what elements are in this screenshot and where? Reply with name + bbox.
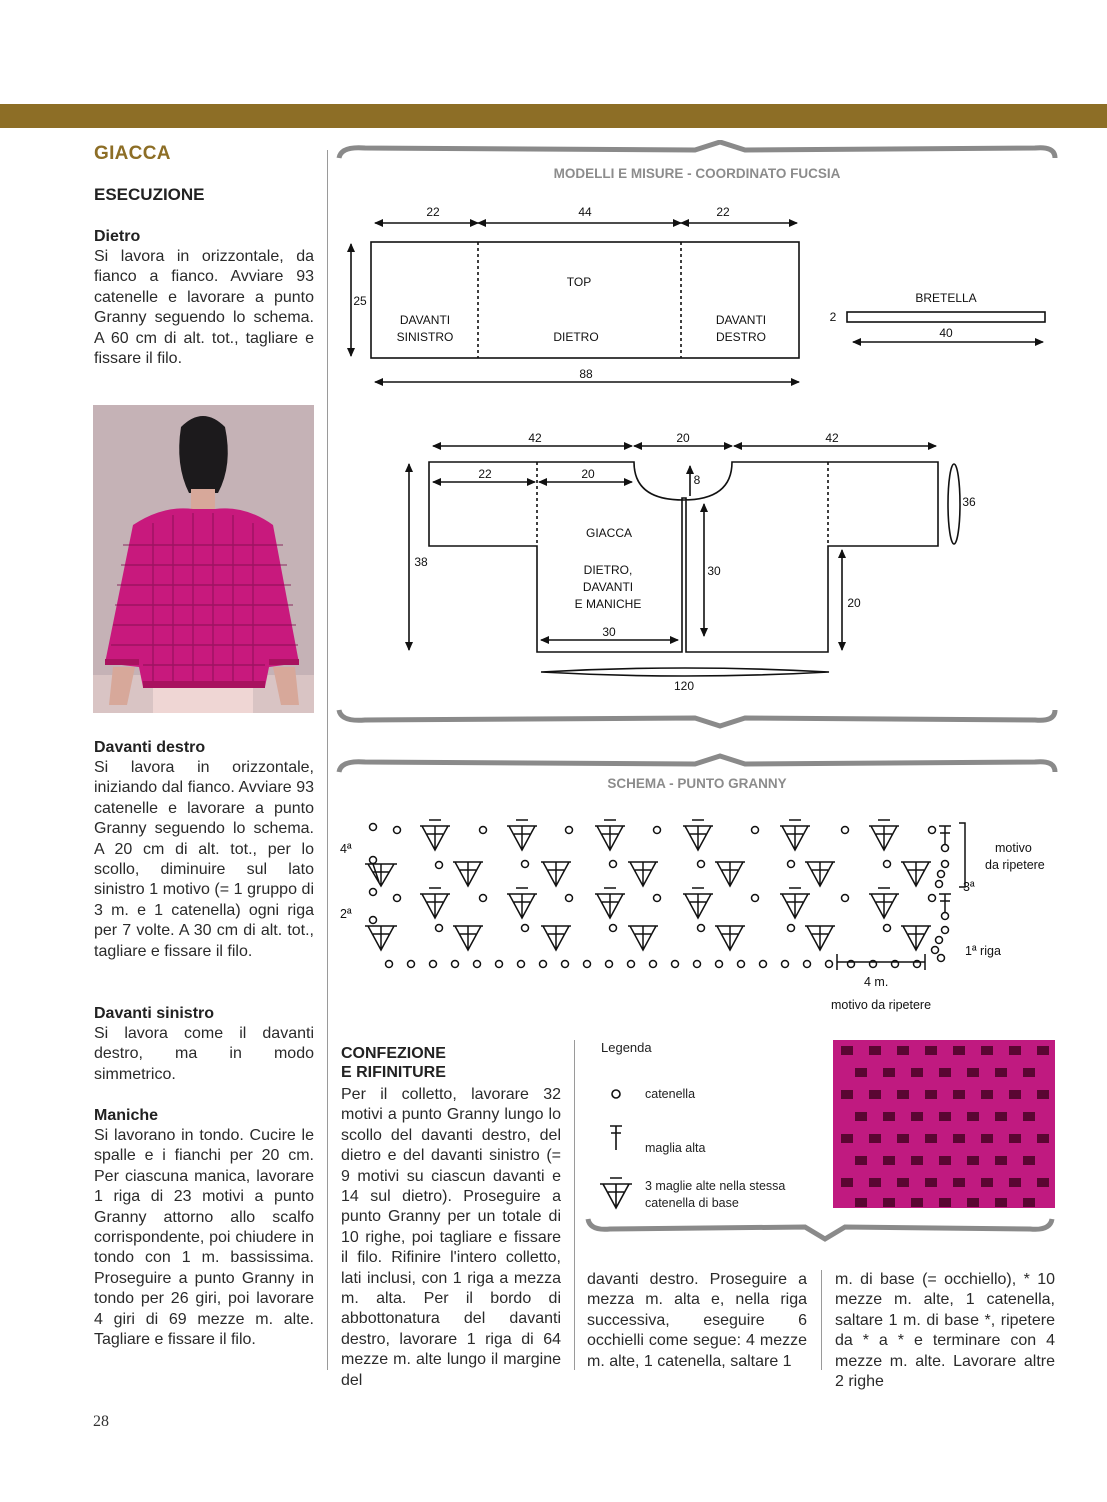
diagram-label: DAVANTI bbox=[399, 313, 451, 327]
cluster-icon bbox=[600, 1178, 632, 1208]
diagram-label: DIETRO, bbox=[583, 563, 633, 577]
dimension-label: 40 bbox=[939, 326, 953, 340]
dimension-label: 22 bbox=[478, 467, 492, 481]
row-label: 4ª bbox=[340, 842, 352, 856]
body-text: Per il colletto, lavorare 32 motivi a punto Granny lungo lo scollo del davanti destro, del dietro e del davanti sinistro (= 9 motivi su ciascun davanti e 14 sul dietro). Proseguire a punto Granny per un totale di 10 righe, poi tagliare e fissare il filo. Rifinire l'intero colletto, lati inclusi, con 1 riga a mezza m. alta. Per il bordo di abbottonatura del davanti destro, lavorare 1 riga di 64 mezze m. alte lungo il margine del bbox=[341, 1086, 561, 1389]
bracket-top bbox=[339, 142, 1055, 158]
legend-title: Legenda bbox=[601, 1040, 652, 1055]
subsection-heading: Dietro bbox=[94, 228, 141, 245]
page-number: 28 bbox=[93, 1413, 109, 1430]
giacca-label: GIACCA bbox=[585, 526, 633, 540]
crochet-chart bbox=[365, 820, 965, 970]
dimension-label: 20 bbox=[847, 596, 861, 610]
dimension-label: 44 bbox=[578, 205, 592, 219]
heading-line: CONFEZIONE bbox=[341, 1045, 446, 1062]
legend-label: catenella di base bbox=[645, 1196, 739, 1210]
dimension-label: 88 bbox=[579, 367, 593, 381]
confezione-text-col4 bbox=[835, 1270, 1055, 1392]
row-label: 2ª bbox=[340, 907, 352, 921]
confezione-text-col3 bbox=[587, 1270, 807, 1372]
top-label: TOP bbox=[566, 275, 592, 289]
dimension-label: 22 bbox=[716, 205, 730, 219]
schema-title: SCHEMA - PUNTO GRANNY bbox=[607, 776, 787, 791]
dimension-label: 38 bbox=[414, 555, 428, 569]
row-label: 3ª bbox=[963, 880, 975, 894]
dimension-label: 30 bbox=[602, 625, 616, 639]
body-text: Si lavora in orizzontale, da fianco a fianco. Avviare 93 catenelle e lavorare a punto Granny seguendo lo schema. A 60 cm di alt. tot., tagliare e fissare il filo. bbox=[94, 248, 314, 368]
diagram-label: DAVANTI bbox=[715, 313, 767, 327]
diagram-label: E MANICHE bbox=[574, 597, 642, 611]
dimension-label: 120 bbox=[673, 679, 695, 693]
subsection-heading: Davanti destro bbox=[94, 739, 206, 756]
repeat-label: da ripetere bbox=[985, 858, 1045, 872]
row-label: 1ª riga bbox=[965, 944, 1001, 958]
heading-line: E RIFINITURE bbox=[341, 1064, 446, 1081]
section-heading: ESECUZIONE bbox=[94, 185, 205, 204]
legend-label: 3 maglie alte nella stessa bbox=[645, 1179, 786, 1193]
dimension-label: 36 bbox=[962, 495, 976, 509]
repeat-count: 4 m. bbox=[864, 975, 889, 989]
dimension-label: 2 bbox=[829, 310, 837, 324]
row-4 bbox=[370, 820, 952, 852]
repeat-label: motivo bbox=[995, 841, 1032, 855]
body-text: Si lavora come il davanti destro, ma in modo simmetrico. bbox=[94, 1025, 314, 1083]
dimension-label: 20 bbox=[581, 467, 595, 481]
row-2 bbox=[370, 888, 952, 920]
body-text: Si lavorano in tondo. Cucire le spalle e i fianchi per 20 cm. Per ciascuna manica, lavorare 1 riga di 23 motivi a punto Granny attorno allo scalfo corrispondente, poi chiudere in tondo con 1 m. bassissima. Proseguire a punto Granny in tondo per 26 giri, poi lavorare 4 giri di 69 mezze m. alte. Tagliare e fissare il filo. bbox=[94, 1127, 314, 1349]
bracket-bottom bbox=[585, 1215, 1055, 1245]
legend-label: catenella bbox=[645, 1087, 696, 1101]
dimension-label: 8 bbox=[693, 473, 701, 487]
diagram-label: SINISTRO bbox=[396, 330, 454, 344]
article-title: GIACCA bbox=[94, 143, 171, 164]
diagram-label: DESTRO bbox=[715, 330, 767, 344]
pattern-diagram bbox=[335, 140, 1065, 1035]
dimension-label: 20 bbox=[676, 431, 690, 445]
repeat-label: motivo da ripetere bbox=[831, 998, 932, 1012]
double-crochet-icon bbox=[610, 1126, 622, 1150]
section-dietro bbox=[94, 227, 314, 369]
dimension-label: 42 bbox=[825, 431, 839, 445]
diagram-title: MODELLI E MISURE - COORDINATO FUCSIA bbox=[553, 166, 841, 181]
confezione-heading bbox=[341, 1044, 446, 1082]
body-text: Si lavora in orizzontale, iniziando dal fianco. Avviare 93 catenelle e lavorare a punto Granny seguendo lo schema. A 20 cm di alt. tot., per lo scollo, diminuire sul lato sinistro 1 motivo (= 1 gruppo di 3 m. e 1 catenella) ogni riga per 7 volte. A 30 cm di alt. tot., tagliare e fissare il filo. bbox=[94, 759, 314, 960]
section-davanti-sinistro bbox=[94, 1004, 314, 1085]
section-davanti-destro bbox=[94, 738, 314, 962]
column-divider bbox=[574, 1040, 575, 1370]
subsection-heading: Maniche bbox=[94, 1107, 159, 1124]
row-1 bbox=[365, 917, 949, 962]
dimension-label: 42 bbox=[528, 431, 542, 445]
section-maniche bbox=[94, 1106, 314, 1350]
diagram-label: DIETRO bbox=[553, 330, 599, 344]
yarn-swatch-photo bbox=[833, 1040, 1055, 1208]
body-text: davanti destro. Proseguire a mezza m. alta e, nella riga successiva, eseguire 6 occhielli come segue: 4 mezze m. alte, 1 catenella, saltare 1 bbox=[587, 1271, 807, 1370]
diagram-label: DAVANTI bbox=[582, 580, 634, 594]
legend-label: maglia alta bbox=[645, 1141, 706, 1155]
column-divider bbox=[327, 150, 328, 1370]
header-band bbox=[0, 104, 1107, 128]
bretella-label: BRETELLA bbox=[915, 291, 977, 305]
subsection-heading: Davanti sinistro bbox=[94, 1005, 215, 1022]
model-photo bbox=[93, 405, 314, 713]
dimension-label: 30 bbox=[707, 564, 721, 578]
bracket-bottom bbox=[339, 710, 1055, 726]
dimension-label: 22 bbox=[426, 205, 440, 219]
legend-symbols bbox=[596, 1080, 636, 1230]
row-3 bbox=[365, 857, 949, 888]
body-text: m. di base (= occhiello), * 10 mezze m. alte, 1 catenella, saltare 1 m. di base *, ripetere da * a * e terminare con 4 mezze m. alte. Lavorare altre 2 righe bbox=[835, 1271, 1055, 1391]
chain-icon bbox=[612, 1090, 620, 1098]
confezione-text bbox=[341, 1085, 561, 1391]
bracket-top bbox=[339, 756, 1055, 772]
column-divider bbox=[821, 1270, 822, 1370]
dimension-label: 25 bbox=[353, 294, 367, 308]
